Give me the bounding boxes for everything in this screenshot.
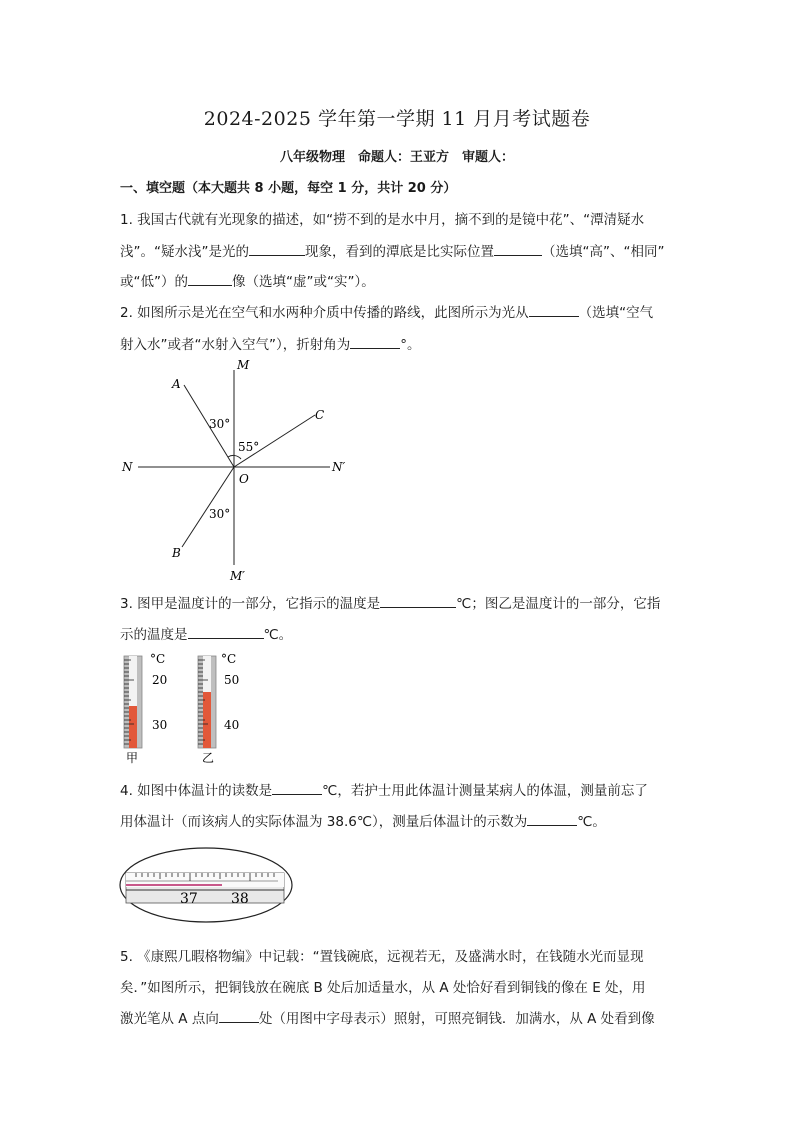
q3-line-1 [120,592,660,612]
label-m: M [237,358,250,372]
q1-text-2b: 现象，看到的潭底是比实际位置 [304,244,494,260]
q3-text-2b: ℃。 [263,627,293,643]
clinical-thermometer [118,845,294,925]
q1-line-2 [120,240,664,260]
thermo-yi-tick-2: 40 [224,718,240,732]
q1-line-1 [120,208,644,228]
label-a: A [172,377,181,391]
thermometer-jia [124,652,167,765]
refraction-diagram [110,355,370,590]
q5-line-2 [120,976,646,996]
q2-text-2a: 射入水”或者“水射入空气”），折射角为 [120,337,351,353]
label-n: N [122,460,133,474]
q5-line-1 [120,945,644,965]
q1-text-3a: 或“低”）的 [120,274,188,290]
thermo-jia-tick-2: 30 [152,718,168,732]
thermo-jia-tick-1: 20 [152,673,168,687]
q1-blank-1[interactable] [249,243,305,256]
q3-blank-2[interactable] [188,626,264,639]
exam-title: 2024-2025 学年第一学期 11 月月考试题卷 [203,108,591,130]
q4-line-1 [120,779,648,799]
q5-line-3 [120,1007,655,1027]
q2-blank-2[interactable] [350,336,400,349]
label-o: O [239,472,249,486]
q1-blank-2[interactable] [494,243,542,256]
angle-label-1: 30° [209,417,231,431]
q5-text-3a: 激光笔从 A 点向 [120,1011,219,1027]
q2-blank-1[interactable] [529,304,579,317]
q2-line-1 [120,301,653,321]
exam-subtitle: 八年级物理 命题人：王亚方 审题人： [279,150,514,165]
q2-text-1b: （选填“空气 [578,305,654,321]
q3-text-1a: 3. 图甲是温度计的一部分，它指示的温度是 [120,596,381,612]
q5-blank-1[interactable] [219,1010,259,1023]
scale-label-38: 38 [231,891,249,907]
q1-text-3b: 像（选填“虚”或“实”）。 [232,274,375,290]
label-n-prime: N′ [332,460,346,474]
thermo-yi-unit: °C [221,652,237,666]
q1-text-2a: 浅”。“疑水浅”是光的 [120,244,249,260]
q3-text-1b: ℃；图乙是温度计的一部分，它指 [456,596,661,612]
q4-line-2 [120,810,606,830]
q3-line-2 [120,623,292,643]
q5-text-2: 矣．”如图所示，把铜钱放在碗底 B 处后加适量水，从 A 处恰好看到铜钱的像在 E 处，用 [120,980,646,996]
q4-text-2a: 用体温计（而该病人的实际体温为 38.6℃），测量后体温计的示数为 [120,814,528,830]
q4-text-2b: ℃。 [577,814,606,830]
label-b: B [172,546,181,560]
q3-blank-1[interactable] [380,595,456,608]
q2-text-1a: 2. 如图所示是光在空气和水两种介质中传播的路线，此图所示为光从 [120,305,529,321]
q4-text-1b: ℃，若护士用此体温计测量某病人的体温，测量前忘了 [322,783,648,799]
q4-blank-2[interactable] [527,813,577,826]
mercury-column-jia [129,706,137,748]
q1-text-2c: （选填“高”、“相同” [541,244,665,260]
label-c: C [315,408,325,422]
label-m-prime: M′ [230,569,246,583]
angle-label-2: 55° [238,440,260,454]
thermometer-yi [198,652,239,765]
q1-text-1: 1. 我国古代就有光现象的描述，如“捞不到的是水中月，摘不到的是镜中花”、“潭清疑水 [120,212,645,228]
thermo-jia-label: 甲 [126,751,139,765]
q3-text-2a: 示的温度是 [120,627,188,643]
q5-text-1: 5. 《康熙几暇格物编》中记载：“置钱碗底，远视若无，及盛满水时，在钱随水光而显现 [120,949,644,965]
q2-line-2 [120,333,420,353]
thermo-jia-unit: °C [150,652,166,666]
q4-blank-1[interactable] [272,782,322,795]
section-heading: 一、填空题（本大题共 8 小题，每空 1 分，共计 20 分） [120,181,457,196]
q2-text-2b: °。 [400,337,421,353]
thermometer-figures [118,648,258,768]
scale-label-37: 37 [180,891,198,907]
thermo-yi-label: 乙 [202,751,215,765]
q1-line-3 [120,270,375,290]
thermo-yi-tick-1: 50 [224,673,240,687]
q1-blank-3[interactable] [188,273,232,286]
q4-text-1a: 4. 如图中体温计的读数是 [120,783,273,799]
q5-text-3b: 处（用图中字母表示）照射，可照亮铜钱．加满水，从 A 处看到像 [258,1011,655,1027]
angle-label-3: 30° [209,507,231,521]
